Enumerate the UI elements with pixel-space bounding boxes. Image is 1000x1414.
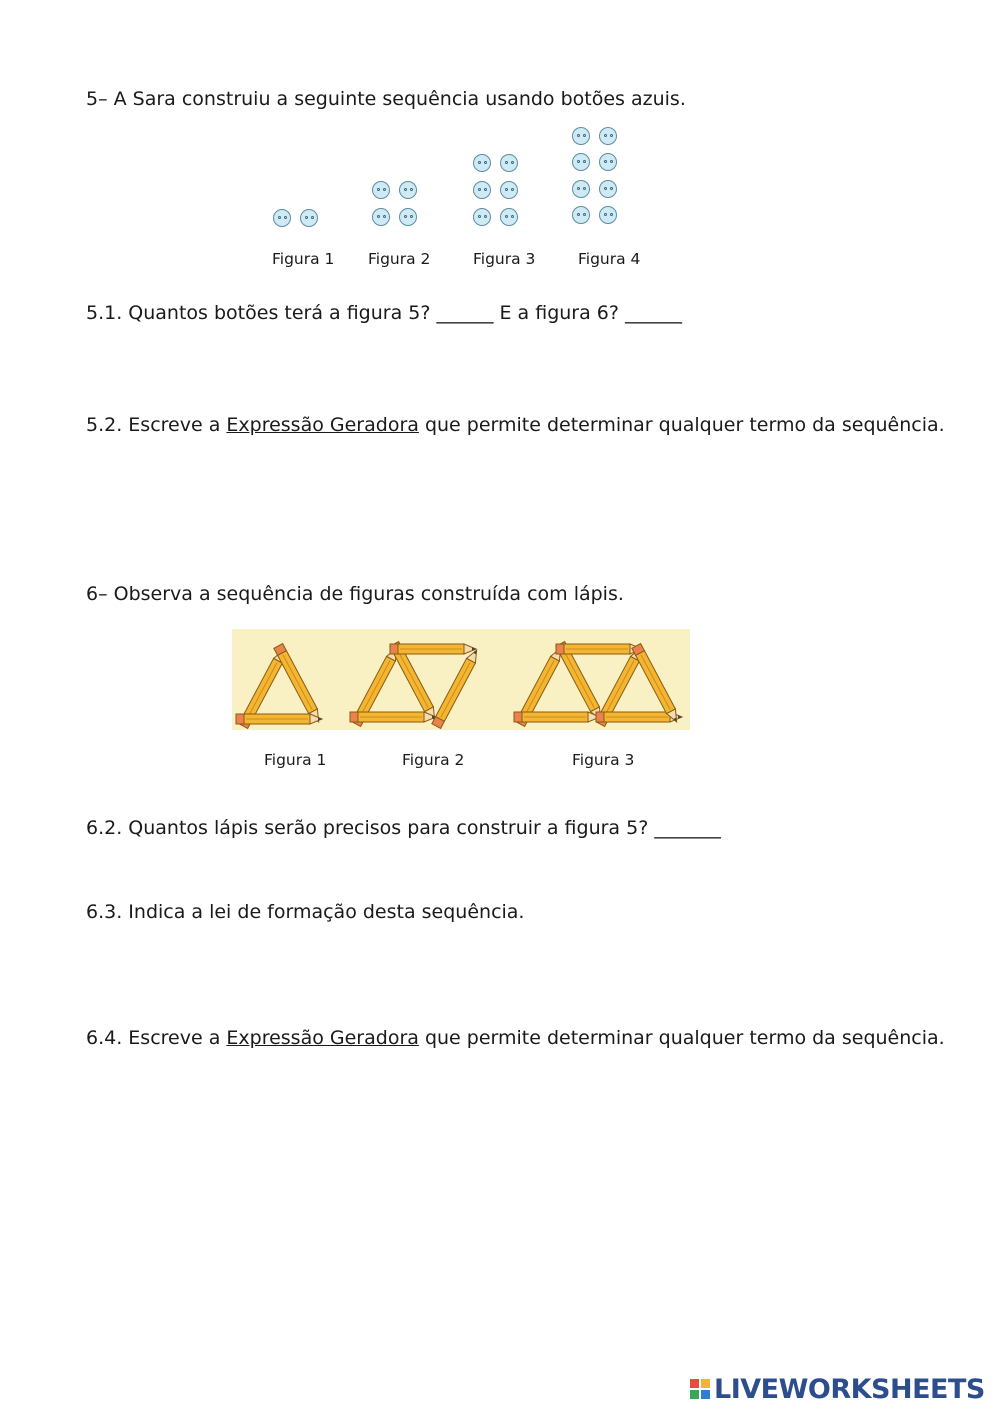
- figure-caption: Figura 3: [473, 250, 536, 268]
- button-icon: [473, 154, 491, 172]
- button-icon: [500, 181, 518, 199]
- question-6-2: 6.2. Quantos lápis serão precisos para construir a figura 5? _______: [86, 817, 721, 839]
- logo-mark-icon: [690, 1379, 710, 1399]
- pencil-icon: [514, 712, 600, 722]
- pencil-icon: [390, 644, 476, 654]
- pencil-icon: [350, 712, 436, 722]
- button-icon: [500, 154, 518, 172]
- button-icon: [300, 209, 318, 227]
- question-text: 5.2. Escreve a: [86, 414, 227, 436]
- pencil-triangles-illustration: [232, 629, 690, 730]
- button-icon: [572, 153, 590, 171]
- expressao-geradora-term: Expressão Geradora: [226, 414, 419, 436]
- pencil-icon: [556, 644, 642, 654]
- button-icon: [599, 153, 617, 171]
- q6-title: 6– Observa a sequência de figuras construída com lápis.: [86, 583, 624, 605]
- question-5-2: [86, 414, 945, 436]
- figure-caption: Figura 2: [402, 751, 465, 769]
- button-icon: [473, 181, 491, 199]
- figure-caption: Figura 3: [572, 751, 635, 769]
- q5-title: 5– A Sara construiu a seguinte sequência usando botões azuis.: [86, 88, 686, 110]
- button-icon: [572, 127, 590, 145]
- button-icon: [572, 180, 590, 198]
- figure-caption: Figura 1: [272, 250, 335, 268]
- button-icon: [399, 208, 417, 226]
- question-text: que permite determinar qualquer termo da sequência.: [418, 414, 945, 436]
- button-icon: [500, 208, 518, 226]
- question-text: que permite determinar qualquer termo da sequência.: [418, 1027, 945, 1049]
- pencil-icon: [236, 714, 322, 724]
- button-icon: [399, 181, 417, 199]
- button-icon: [372, 181, 390, 199]
- figure-caption: Figura 1: [264, 751, 327, 769]
- question-6-4: [86, 1027, 945, 1049]
- pencil-icon: [432, 648, 481, 729]
- liveworksheets-logo: [690, 1374, 985, 1404]
- button-icon: [599, 206, 617, 224]
- figure-caption: Figura 4: [578, 250, 641, 268]
- button-icon: [473, 208, 491, 226]
- pencil-sequence-image: [232, 629, 690, 730]
- button-icon: [273, 209, 291, 227]
- button-icon: [599, 180, 617, 198]
- question-5-1: 5.1. Quantos botões terá a figura 5? ______ E a figura 6? ______: [86, 302, 683, 324]
- question-text: 6.4. Escreve a: [86, 1027, 227, 1049]
- button-icon: [572, 206, 590, 224]
- figure-caption: Figura 2: [368, 250, 431, 268]
- question-6-3: 6.3. Indica a lei de formação desta sequência.: [86, 901, 525, 923]
- expressao-geradora-term: Expressão Geradora: [226, 1027, 419, 1049]
- button-icon: [599, 127, 617, 145]
- button-icon: [372, 208, 390, 226]
- logo-text: LIVEWORKSHEETS: [714, 1373, 985, 1405]
- pencil-icon: [274, 644, 323, 725]
